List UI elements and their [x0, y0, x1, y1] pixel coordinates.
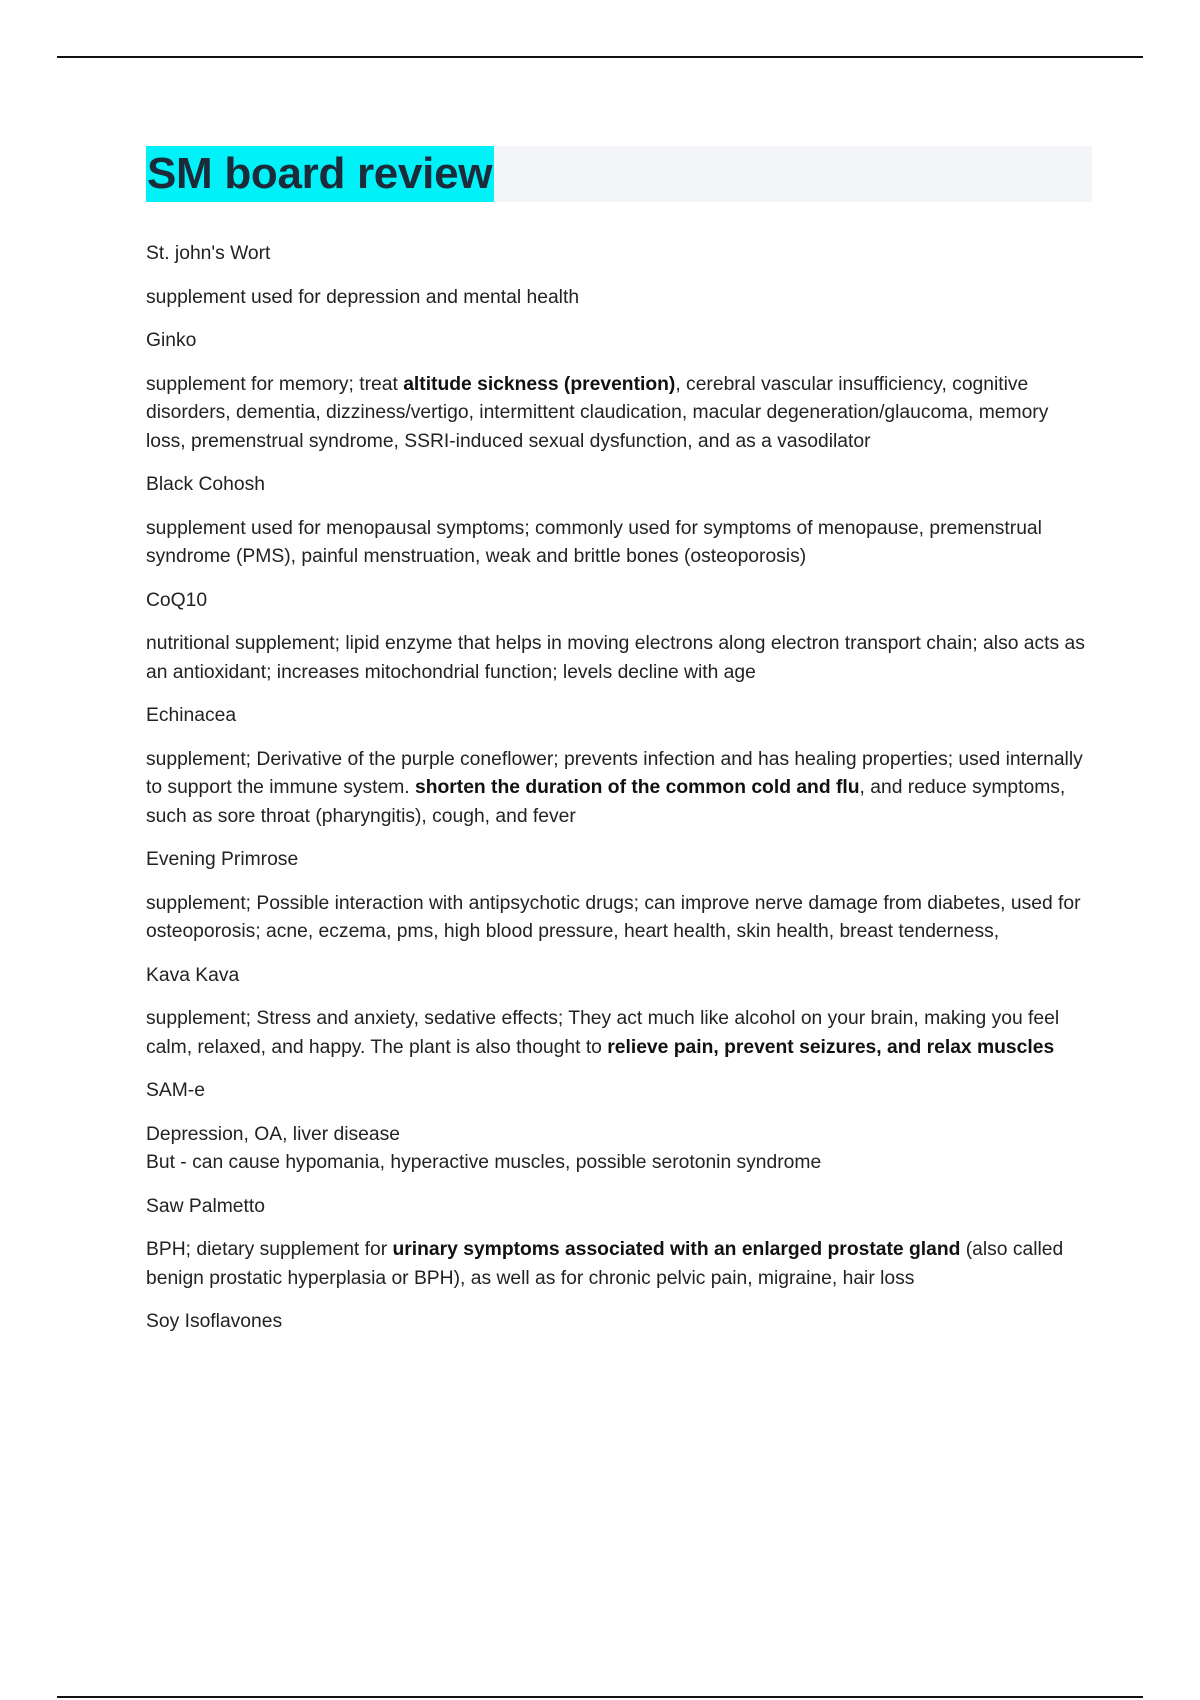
- term: Saw Palmetto: [146, 1195, 265, 1217]
- definition-emphasis: urinary symptoms associated with an enlarged prostate gland: [392, 1239, 961, 1260]
- flashcard-list: [146, 240, 1092, 1337]
- definition-emphasis: altitude sickness (prevention): [403, 373, 676, 395]
- definition: [146, 1121, 1092, 1178]
- term: CoQ10: [146, 589, 208, 611]
- definition-text: supplement; Stress and anxiety, sedative effects; They act much like alcohol on your brain, making you feel calm, relaxed, and happy. The plant is also thought to: [146, 1008, 1060, 1058]
- document-body: [146, 146, 1092, 1352]
- definition-text: BPH; dietary supplement for: [146, 1239, 393, 1260]
- definition-emphasis: relieve pain, prevent seizures, and relax muscles: [607, 1036, 1055, 1058]
- term: Evening Primrose: [146, 849, 299, 870]
- definition-text: , cerebral vascular insufficiency, cognitive disorders, dementia, dizziness/vertigo, intermittent claudication, macular degeneration/glaucoma, memory loss, premenstrual syndrome, SSRI-induced sexual dysfunction, and as a vasodilator: [146, 373, 1049, 452]
- header-rule: [57, 56, 1143, 58]
- definition: [146, 1236, 1092, 1293]
- definition: [146, 371, 1092, 457]
- definition-emphasis: shorten the duration of the common cold and flu: [414, 777, 860, 798]
- definition: supplement used for menopausal symptoms; commonly used for symptoms of menopause, premenstrual syndrome (PMS), painful menstruation, weak and brittle bones (osteoporosis): [146, 517, 1042, 567]
- definition-text: supplement for memory; treat: [146, 373, 404, 395]
- term: Kava Kava: [146, 964, 240, 986]
- term: Ginko: [146, 330, 197, 351]
- footer-rule: [57, 1696, 1143, 1698]
- definition: supplement used for depression and mental health: [146, 286, 580, 308]
- term: St. john's Wort: [146, 243, 271, 264]
- term: Black Cohosh: [146, 474, 265, 495]
- page-title: SM board review: [146, 146, 494, 202]
- definition-text: supplement; Derivative of the purple coneflower; prevents infection and has healing properties; used internally to support the immune system.: [146, 748, 1083, 798]
- definition-line: But - can cause hypomania, hyperactive muscles, possible serotonin syndrome: [146, 1152, 822, 1173]
- term: Soy Isoflavones: [146, 1311, 283, 1332]
- term: SAM-e: [146, 1080, 205, 1101]
- definition-line: Depression, OA, liver disease: [146, 1123, 400, 1145]
- definition: supplement; Possible interaction with antipsychotic drugs; can improve nerve damage from diabetes, used for osteoporosis; acne, eczema, pms, high blood pressure, heart health, skin health, breast tenderness,: [146, 892, 1081, 942]
- definition: [146, 1005, 1092, 1062]
- definition-text: (also called benign prostatic hyperplasia or BPH), as well as for chronic pelvic pain, migraine, hair loss: [146, 1239, 1064, 1289]
- title-band: [146, 146, 1092, 202]
- term: Echinacea: [146, 705, 237, 726]
- definition: nutritional supplement; lipid enzyme that helps in moving electrons along electron transport chain; also acts as an antioxidant; increases mitochondrial function; levels decline with age: [146, 633, 1085, 683]
- definition: [146, 746, 1092, 832]
- definition-text: , and reduce symptoms, such as sore throat (pharyngitis), cough, and fever: [146, 777, 1066, 827]
